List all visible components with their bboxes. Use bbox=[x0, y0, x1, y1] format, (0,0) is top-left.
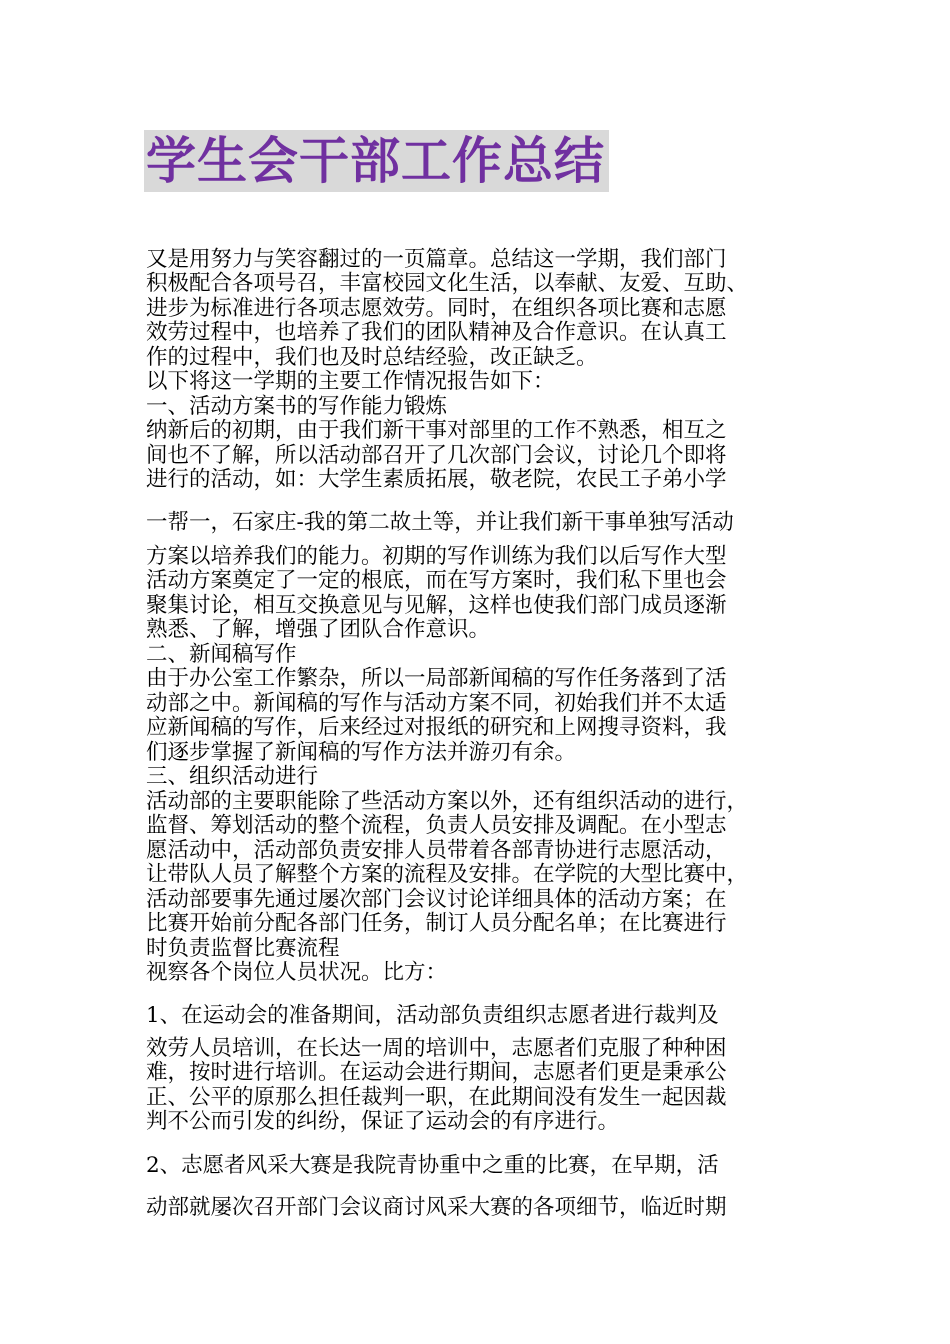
document-title: 学生会干部工作总结 bbox=[146, 132, 605, 190]
body-text-line: 监督、筹划活动的整个流程，负责人员安排及调配。在小型志 bbox=[146, 813, 727, 838]
body-text-line: 难，按时进行培训。在运动会进行期间，志愿者们更是秉承公 bbox=[146, 1060, 727, 1085]
body-text-line: 效劳过程中，也培养了我们的团队精神及合作意识。在认真工 bbox=[146, 320, 727, 345]
body-text-line: 方案以培养我们的能力。初期的写作训练为我们以后写作大型 bbox=[146, 544, 727, 569]
body-text-line: 进步为标准进行各项志愿效劳。同时，在组织各项比赛和志愿 bbox=[146, 296, 727, 321]
body-text-line: 积极配合各项号召，丰富校园文化生活，以奉献、友爱、互助、 bbox=[146, 271, 749, 296]
body-text-line: 间也不了解，所以活动部召开了几次部门会议，讨论几个即将 bbox=[146, 443, 727, 468]
body-text-line: 又是用努力与笑容翻过的一页篇章。总结这一学期，我们部门 bbox=[146, 247, 727, 272]
title-highlight bbox=[144, 130, 609, 192]
body-text-line: 们逐步掌握了新闻稿的写作方法并游刃有余。 bbox=[146, 740, 577, 765]
body-text-line: 时负责监督比赛流程 bbox=[146, 936, 340, 961]
body-text-line: 判不公而引发的纠纷，保证了运动会的有序进行。 bbox=[146, 1109, 620, 1134]
body-text-line: 效劳人员培训，在长达一周的培训中，志愿者们克服了种种困 bbox=[146, 1036, 727, 1061]
body-text-line: 活动部的主要职能除了些活动方案以外，还有组织活动的进行， bbox=[146, 789, 749, 814]
body-text-line: 1、在运动会的准备期间，活动部负责组织志愿者进行裁判及 bbox=[146, 1003, 719, 1028]
body-text-line: 活动部要事先通过屡次部门会议讨论详细具体的活动方案；在 bbox=[146, 887, 727, 912]
body-text-line: 作的过程中，我们也及时总结经验，改正缺乏。 bbox=[146, 345, 598, 370]
body-text-line: 纳新后的初期，由于我们新干事对部里的工作不熟悉，相互之 bbox=[146, 418, 727, 443]
body-text-line: 聚集讨论，相互交换意见与见解，这样也使我们部门成员逐渐 bbox=[146, 593, 727, 618]
body-text-line: 三、组织活动进行 bbox=[146, 764, 319, 789]
body-text-line: 应新闻稿的写作，后来经过对报纸的研究和上网搜寻资料，我 bbox=[146, 715, 727, 740]
body-text-line: 一、活动方案书的写作能力锻炼 bbox=[146, 394, 448, 419]
body-text-line: 二、新闻稿写作 bbox=[146, 642, 297, 667]
body-text-line: 熟悉、了解，增强了团队合作意识。 bbox=[146, 617, 491, 642]
body-text-line: 由于办公室工作繁杂，所以一局部新闻稿的写作任务落到了活 bbox=[146, 666, 727, 691]
body-text-line: 比赛开始前分配各部门任务，制订人员分配名单；在比赛进行 bbox=[146, 911, 727, 936]
body-text-line: 以下将这一学期的主要工作情况报告如下： bbox=[146, 369, 555, 394]
body-text-line: 动部就屡次召开部门会议商讨风采大赛的各项细节，临近时期 bbox=[146, 1195, 727, 1220]
body-text-line: 愿活动中，活动部负责安排人员带着各部青协进行志愿活动， bbox=[146, 838, 727, 863]
body-text-line: 进行的活动，如：大学生素质拓展，敬老院，农民工子弟小学 bbox=[146, 467, 727, 492]
body-text-line: 一帮一，石家庄-我的第二故土等，并让我们新干事单独写活动 bbox=[146, 510, 734, 535]
body-text-line: 2、志愿者风采大赛是我院青协重中之重的比赛，在早期，活 bbox=[146, 1153, 719, 1178]
body-text-line: 视察各个岗位人员状况。比方： bbox=[146, 960, 448, 985]
body-text-line: 正、公平的原那么担任裁判一职，在此期间没有发生一起因裁 bbox=[146, 1085, 727, 1110]
body-text-line: 动部之中。新闻稿的写作与活动方案不同，初始我们并不太适 bbox=[146, 691, 727, 716]
body-text-line: 活动方案奠定了一定的根底，而在写方案时，我们私下里也会 bbox=[146, 568, 727, 593]
body-text-line: 让带队人员了解整个方案的流程及安排。在学院的大型比赛中， bbox=[146, 862, 749, 887]
